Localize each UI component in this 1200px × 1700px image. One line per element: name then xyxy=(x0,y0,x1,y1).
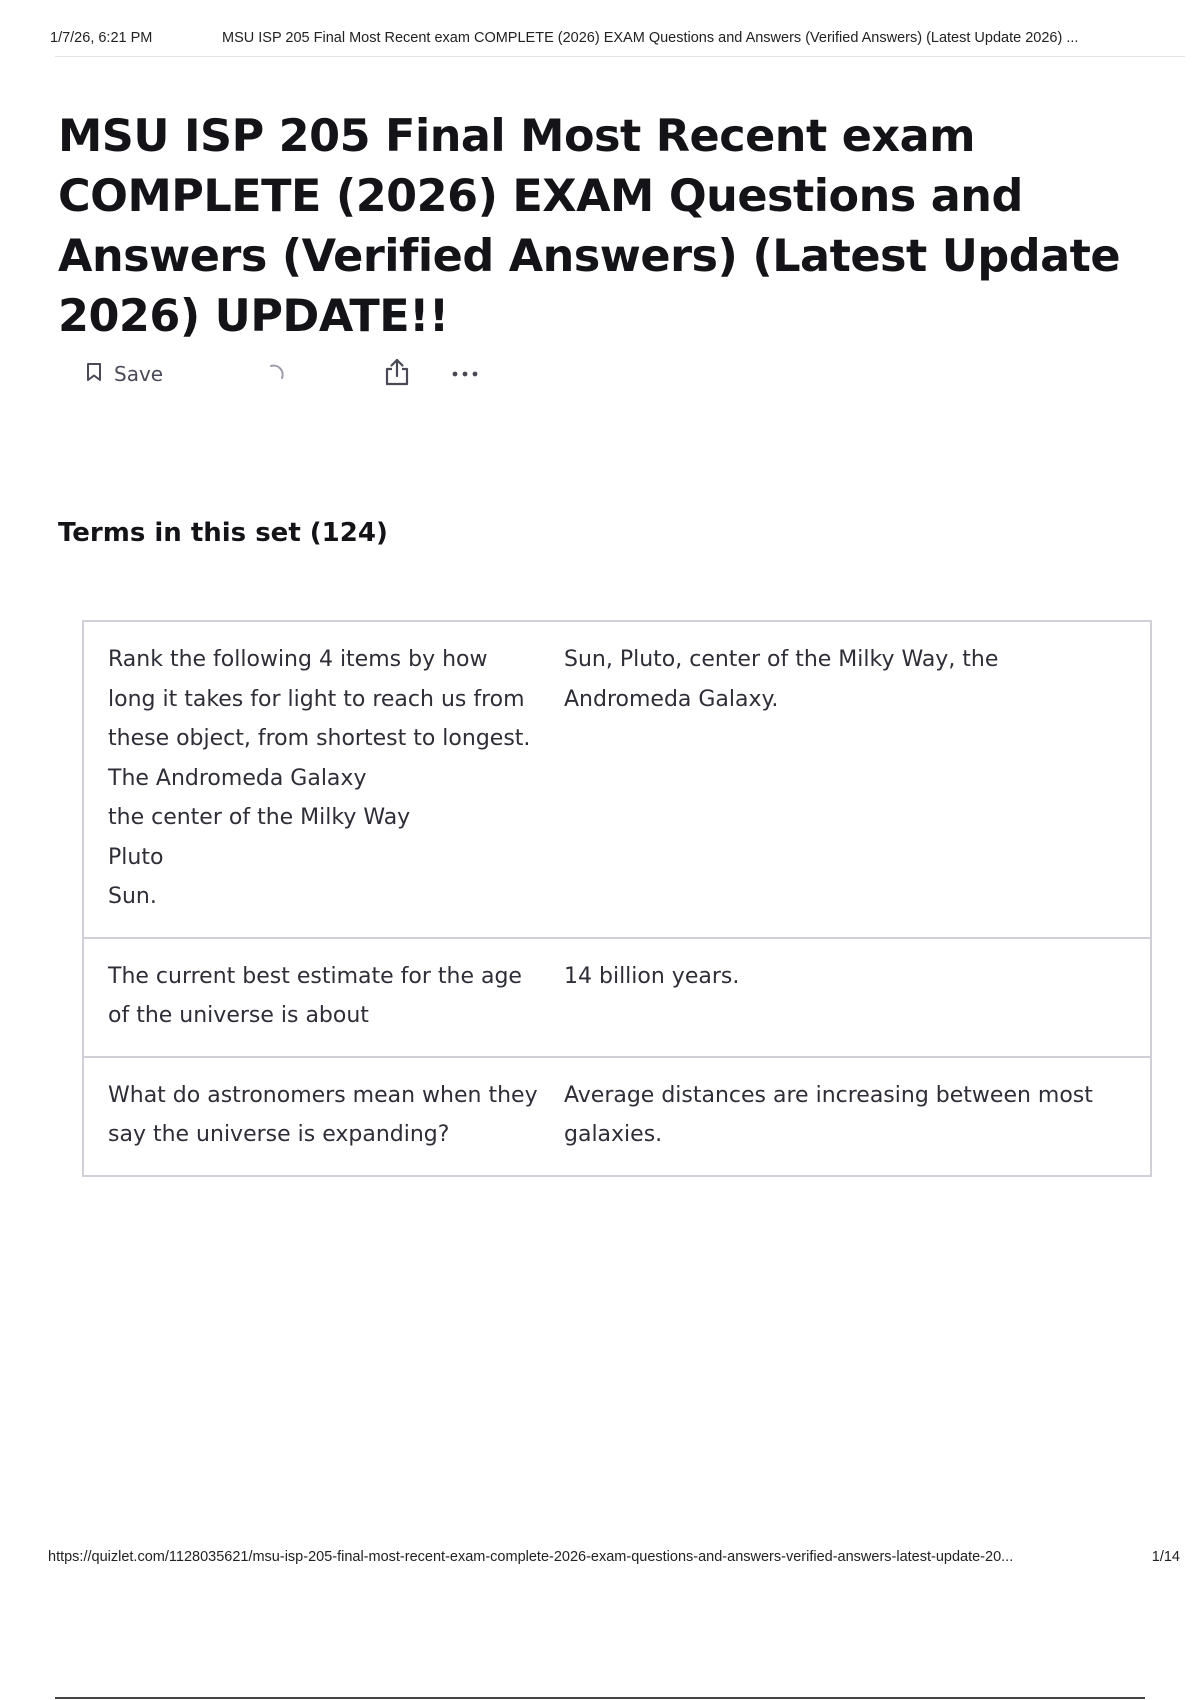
term-text: The current best estimate for the age of the universe is about xyxy=(108,963,522,1028)
definition-text: Sun, Pluto, center of the Milky Way, the Andromeda Galaxy. xyxy=(564,647,999,712)
page-title: MSU ISP 205 Final Most Recent exam COMPLETE (2026) EXAM Questions and Answers (Verified Answers) (Latest Update 2026) UPDATE!! xyxy=(58,111,1121,342)
terms-section-title: Terms in this set (124) xyxy=(58,518,388,548)
print-url: https://quizlet.com/1128035621/msu-isp-205-final-most-recent-exam-complete-2026-exam-questions-and-answers-verified-answers-latest-update-20... xyxy=(48,1549,1014,1565)
more-options-button[interactable] xyxy=(451,365,479,383)
term-row xyxy=(84,1056,1150,1175)
loading-spinner-icon xyxy=(263,362,287,386)
print-footer xyxy=(48,1549,1180,1565)
term-row xyxy=(84,937,1150,1056)
print-datetime: 1/7/26, 6:21 PM xyxy=(50,30,153,46)
term-text: Rank the following 4 items by how long it takes for light to reach us from these object, from shortest to longest. The Andromeda Galaxy the center of the Milky Way Pluto Sun. xyxy=(108,647,531,909)
term-row xyxy=(84,622,1150,937)
save-label: Save xyxy=(114,362,164,386)
share-icon xyxy=(383,357,411,392)
more-options-icon xyxy=(451,365,479,383)
print-header xyxy=(50,30,1180,46)
set-toolbar xyxy=(86,354,479,394)
share-button[interactable] xyxy=(383,357,411,392)
term-text: What do astronomers mean when they say the universe is expanding? xyxy=(108,1082,538,1147)
terms-table xyxy=(82,620,1152,1177)
page-number: 1/14 xyxy=(1151,1549,1180,1565)
definition-text: 14 billion years. xyxy=(564,963,740,989)
print-doc-title: MSU ISP 205 Final Most Recent exam COMPLETE (2026) EXAM Questions and Answers (Verified Answers) (Latest Update 2026) ... xyxy=(222,30,1079,46)
bottom-divider xyxy=(55,1697,1145,1699)
header-divider xyxy=(55,56,1185,57)
definition-text: Average distances are increasing between most galaxies. xyxy=(564,1082,1093,1147)
save-button[interactable] xyxy=(86,362,163,387)
bookmark-icon xyxy=(86,362,102,387)
